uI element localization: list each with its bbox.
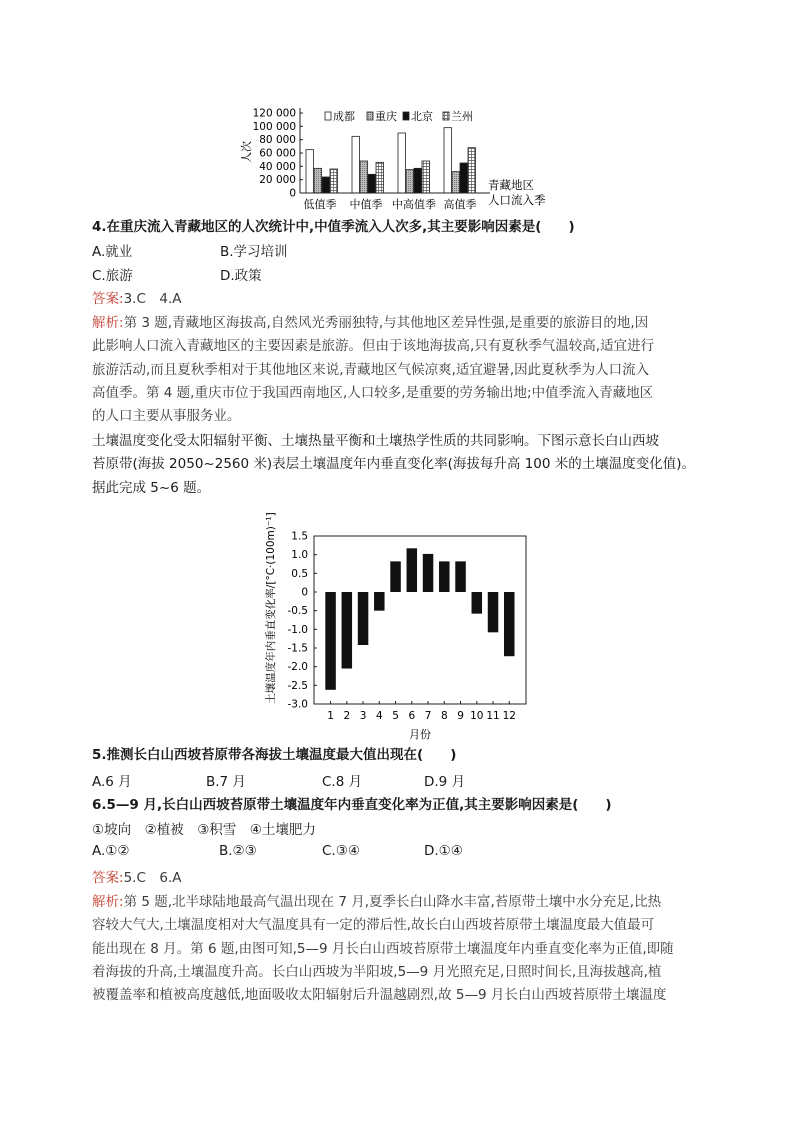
chart2-bar-month-12 bbox=[504, 592, 515, 656]
question-6-stem: 6.5—9 月,长白山西坡苔原带土壤温度年内垂直变化率为正值,其主要影响因素是( ) bbox=[92, 797, 612, 813]
explanation-line: 的人口主要从事服务业。 bbox=[92, 408, 241, 425]
explanation-label: 解析: bbox=[92, 315, 124, 331]
chart2-xtick-label: 7 bbox=[424, 710, 432, 722]
chart2-ylabel: 土壤温度年内垂直变化率/[°C·(100m)⁻¹] bbox=[265, 512, 277, 704]
answer-value: 5.C 6.A bbox=[123, 870, 182, 886]
q5-option-c[interactable]: C.8 月 bbox=[322, 774, 363, 790]
chart1-bar-0-1 bbox=[352, 136, 360, 193]
explanation-line: 高值季。第 4 题,重庆市位于我国西南地区,人口较多,是重要的劳务输出地;中值季流入青藏地区 bbox=[92, 384, 654, 401]
chart1-legend-swatch bbox=[443, 112, 449, 120]
chart2-ytick-label: 0.5 bbox=[291, 567, 308, 580]
chart1-bar-2-3 bbox=[460, 163, 468, 193]
chart2-ytick-label: -2.5 bbox=[287, 679, 308, 692]
chart1-ytick-label: 20 000 bbox=[259, 174, 296, 187]
question-5-stem: 5.推测长白山西坡苔原带各海拔土壤温度最大值出现在( ) bbox=[92, 747, 457, 763]
answer-label: 答案: bbox=[92, 870, 124, 886]
explanation-line: 被覆盖率和植被高度越低,地面吸收太阳辐射后升温越剧烈,故 5—9 月长白山西坡苔原带土壤温度 bbox=[92, 987, 667, 1004]
answer-value: 3.C 4.A bbox=[123, 291, 182, 307]
intro-line: 苔原带(海拔 2050~2560 米)表层土壤温度年内垂直变化率(海拔每升高 100 米的土壤温度变化值)。 bbox=[92, 456, 696, 473]
chart2-ytick-label: -0.5 bbox=[287, 605, 308, 618]
chart1-bar-1-1 bbox=[360, 161, 368, 193]
chart1-xlabel-line2: 人口流入季 bbox=[488, 193, 546, 207]
chart1-xlabel-line1: 青藏地区 bbox=[488, 178, 534, 192]
chart1-bar-0-0 bbox=[306, 150, 314, 193]
chart2-xtick-label: 5 bbox=[392, 710, 399, 722]
chart2-ytick-label: 1.0 bbox=[291, 549, 308, 562]
chart2-xtick-label: 9 bbox=[457, 710, 464, 722]
explanation-line: 容较大气大,土壤温度相对大气温度具有一定的滞后性,故长白山西坡苔原带土壤温度最大值最可 bbox=[92, 917, 655, 934]
chart1-bar-3-3 bbox=[468, 148, 476, 193]
q5-option-d[interactable]: D.9 月 bbox=[424, 774, 466, 790]
chart1-legend-label: 重庆 bbox=[375, 110, 397, 123]
chart2-xtick-label: 3 bbox=[359, 710, 367, 722]
chart2-ytick-label: 1.5 bbox=[291, 530, 308, 543]
q5-option-b[interactable]: B.7 月 bbox=[206, 774, 246, 790]
chart1-ytick-label: 40 000 bbox=[259, 160, 296, 173]
chart2-bar-month-8 bbox=[439, 561, 450, 592]
chart1-bar-1-0 bbox=[314, 168, 322, 193]
chart2-ytick-label: -1.5 bbox=[287, 642, 308, 655]
chart2-bar-month-7 bbox=[423, 554, 434, 592]
chart2-xtick-label: 6 bbox=[408, 710, 416, 722]
explanation-label: 解析: bbox=[92, 894, 124, 910]
chart1-bar-1-3 bbox=[452, 172, 460, 193]
answer-5-6 bbox=[92, 867, 704, 890]
q6-choices: ①坡向 ②植被 ③积雪 ④土壤肥力 bbox=[92, 822, 316, 838]
chart1-bar-3-0 bbox=[330, 169, 338, 193]
question-4-stem: 4.在重庆流入青藏地区的人次统计中,中值季流入人次多,其主要影响因素是( ) bbox=[92, 219, 575, 235]
chart1-ytick-label: 100 000 bbox=[252, 120, 296, 133]
answer-3-4 bbox=[92, 288, 704, 311]
chart1-legend-swatch bbox=[325, 112, 331, 120]
chart1-bar-0-2 bbox=[398, 133, 406, 193]
chart2-bar-month-11 bbox=[488, 592, 499, 632]
chart2-bar-month-10 bbox=[472, 592, 483, 614]
explanation-line: 能出现在 8 月。第 6 题,由图可知,5—9 月长白山西坡苔原带土壤温度年内垂直变化率为正值,即随 bbox=[92, 940, 674, 957]
q6-option-a[interactable]: A.①② bbox=[92, 843, 130, 859]
q4-option-a[interactable]: A.就业 bbox=[92, 244, 133, 260]
chart2-ytick-label: -2.0 bbox=[287, 661, 308, 674]
chart2-ytick-label: 0 bbox=[301, 586, 308, 599]
chart1-bar-2-1 bbox=[368, 174, 376, 193]
chart2-xtick-label: 2 bbox=[343, 710, 351, 722]
chart1-legend-label: 成都 bbox=[333, 110, 355, 123]
chart1-bar-0-3 bbox=[444, 128, 452, 193]
q4-option-d[interactable]: D.政策 bbox=[220, 268, 262, 284]
chart1-legend-label: 北京 bbox=[411, 110, 433, 123]
chart2-bar-month-1 bbox=[325, 592, 336, 690]
chart2-bar-month-9 bbox=[455, 561, 466, 592]
chart2-xlabel: 月份 bbox=[409, 728, 431, 740]
intro-5-6 bbox=[92, 430, 704, 500]
chart1-bar-3-1 bbox=[376, 162, 384, 193]
chart2-ytick-label: -3.0 bbox=[287, 698, 308, 711]
chart2-xtick-label: 10 bbox=[470, 710, 484, 722]
chart2-bar-month-4 bbox=[374, 592, 385, 611]
explanation-line: 此影响人口流入青藏地区的主要因素是旅游。但由于该地海拔高,只有夏秋季气温较高,适宜进行 bbox=[92, 338, 655, 355]
explanation-line: 着海拔的升高,土壤温度升高。长白山西坡为半阳坡,5—9 月光照充足,日照时间长,且海拔越高,植 bbox=[92, 963, 662, 980]
population-inflow-chart bbox=[240, 100, 560, 215]
chart1-xtick-label: 高值季 bbox=[443, 198, 477, 211]
explanation-line: 旅游活动,而且夏秋季相对于其他地区来说,青藏地区气候凉爽,适宜避暑,因此夏秋季为人口流入 bbox=[92, 361, 650, 378]
q5-option-a[interactable]: A.6 月 bbox=[92, 774, 132, 790]
chart1-xtick-label: 中高值季 bbox=[392, 198, 436, 211]
q6-option-c[interactable]: C.③④ bbox=[322, 843, 360, 859]
chart1-bar-1-2 bbox=[406, 170, 414, 193]
intro-line: 土壤温度变化受太阳辐射平衡、土壤热量平衡和土壤热学性质的共同影响。下图示意长白山西坡 bbox=[92, 433, 659, 449]
chart2-xtick-label: 11 bbox=[486, 710, 500, 722]
intro-line: 据此完成 5~6 题。 bbox=[92, 479, 211, 496]
q6-option-d[interactable]: D.①④ bbox=[424, 843, 463, 859]
explanation-5-6 bbox=[92, 891, 704, 1007]
explanation-line: 解析:第 3 题,青藏地区海拔高,自然风光秀丽独特,与其他地区差异性强,是重要的旅游目的地,因 bbox=[92, 315, 649, 331]
chart2-bar-month-2 bbox=[342, 592, 353, 669]
chart1-bar-2-2 bbox=[414, 168, 422, 193]
explanation-3-4 bbox=[92, 312, 704, 428]
chart2-xtick-label: 4 bbox=[375, 710, 383, 722]
chart1-ytick-label: 120 000 bbox=[252, 107, 296, 120]
chart1-legend-swatch bbox=[403, 112, 409, 120]
chart1-bar-3-2 bbox=[422, 161, 430, 193]
chart1-ytick-label: 60 000 bbox=[259, 147, 296, 160]
chart2-ytick-label: -1.0 bbox=[287, 623, 308, 636]
chart1-legend-swatch bbox=[367, 112, 373, 120]
chart2-bar-month-3 bbox=[358, 592, 369, 645]
answer-label: 答案: bbox=[92, 291, 124, 307]
q4-option-b[interactable]: B.学习培训 bbox=[220, 244, 288, 260]
q4-option-c[interactable]: C.旅游 bbox=[92, 268, 133, 284]
q6-option-b[interactable]: B.②③ bbox=[219, 843, 257, 859]
explanation-line: 解析:第 5 题,北半球陆地最高气温出现在 7 月,夏季长白山降水丰富,苔原带土壤中水分充足,比热 bbox=[92, 894, 662, 910]
chart2-xtick-label: 8 bbox=[440, 710, 448, 722]
chart1-ytick-label: 80 000 bbox=[259, 134, 296, 147]
chart1-xtick-label: 低值季 bbox=[303, 198, 337, 211]
soil-temperature-chart bbox=[262, 508, 542, 740]
chart1-ylabel: 人次 bbox=[240, 141, 253, 163]
chart1-xtick-label: 中值季 bbox=[349, 198, 383, 211]
chart2-bar-month-5 bbox=[390, 561, 401, 592]
chart2-xtick-label: 1 bbox=[327, 710, 334, 722]
chart1-bar-2-0 bbox=[322, 177, 330, 193]
chart2-bar-month-6 bbox=[407, 548, 418, 592]
chart1-ytick-label: 0 bbox=[289, 187, 296, 200]
chart2-xtick-label: 12 bbox=[502, 710, 516, 722]
chart1-legend-label: 兰州 bbox=[451, 110, 473, 123]
